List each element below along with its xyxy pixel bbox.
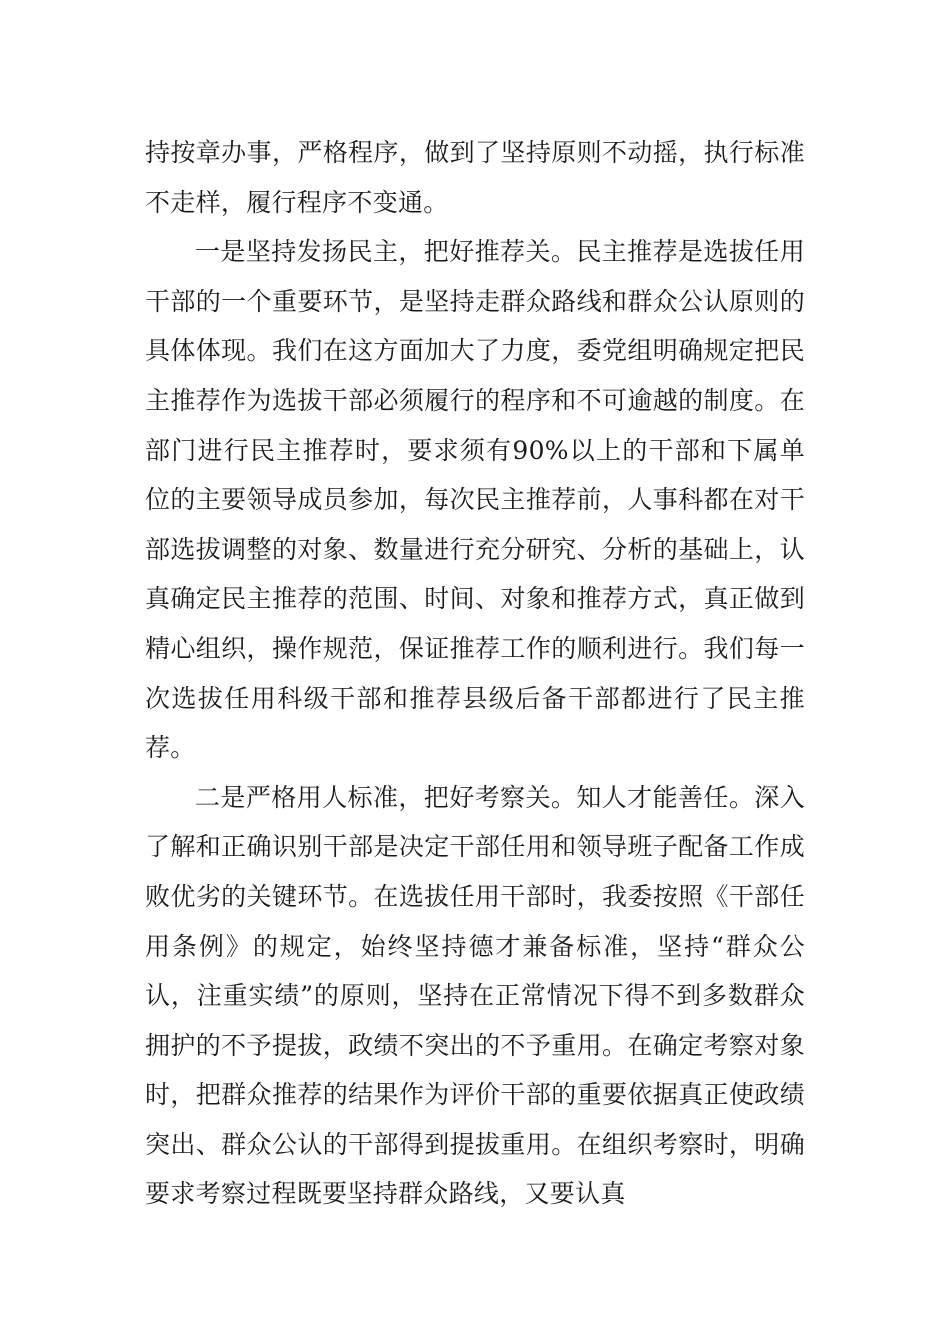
paragraph-selection-standards: 二是严格用人标准，把好考察关。知人才能善任。深入了解和正确识别干部是决定干部任用和领导班子配备工作成败优劣的关键环节。在选拔任用干部时，我委按照《干部任用条例》的规定，始终坚持德才兼备标准，坚持“群众公认，注重实绩”的原则，坚持在正常情况下得不到多数群众拥护的不予提拔，政绩不突出的不予重用。在确定考察对象时，把群众推荐的结果作为评价干部的重要依据真正使政绩突出、群众公认的干部得到提拔重用。在组织考察时，明确要求考察过程既要坚持群众路线，又要认真	[145, 782, 805, 1209]
document-body	[145, 128, 805, 1219]
paragraph-continuation: 持按章办事，严格程序，做到了坚持原则不动摇，执行标准不走样，履行程序不变通。	[145, 138, 805, 217]
paragraph-democratic-recommendation: 一是坚持发扬民主，把好推荐关。民主推荐是选拔任用干部的一个重要环节，是坚持走群众路线和群众公认原则的具体体现。我们在这方面加大了力度，委党组明确规定把民主推荐作为选拔干部必须履行的程序和不可逾越的制度。在部门进行民主推荐时，要求须有90%以上的干部和下属单位的主要领导成员参加，每次民主推荐前，人事科都在对干部选拔调整的对象、数量进行充分研究、分析的基础上，认真确定民主推荐的范围、时间、对象和推荐方式，真正做到精心组织，操作规范，保证推荐工作的顺利进行。我们每一次选拔任用科级干部和推荐县级后备干部都进行了民主推荐。	[145, 237, 805, 763]
